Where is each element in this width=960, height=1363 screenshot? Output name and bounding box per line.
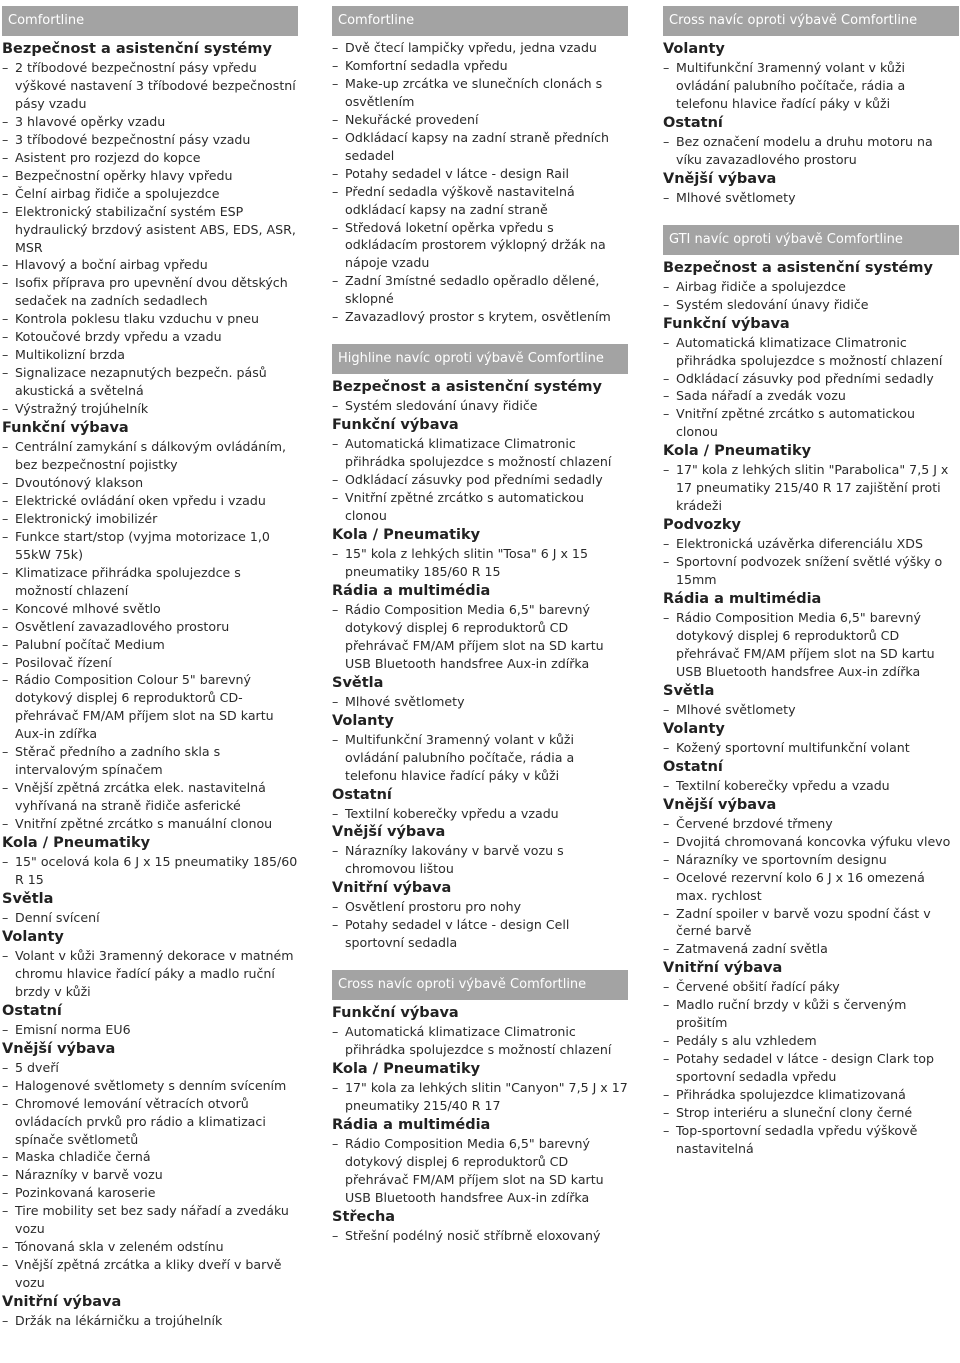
feature-list bbox=[332, 842, 628, 878]
feature-item: – Bez označení modelu a druhu motoru na víku zavazadlového prostoru bbox=[663, 133, 959, 169]
feature-list bbox=[663, 59, 959, 113]
feature-item: – Rádio Composition Media 6,5" barevný dotykový displej 6 reproduktorů CD přehrávač FM/AM příjem slot na SD kartu USB Bluetooth handsfree Aux-in zdířka bbox=[332, 1135, 628, 1207]
category-title: Světla bbox=[2, 890, 54, 907]
feature-list bbox=[332, 601, 628, 673]
category-group bbox=[2, 833, 298, 889]
category-title: Funkční výbava bbox=[332, 417, 459, 434]
trim-section bbox=[332, 970, 628, 1245]
category-title: Kola / Pneumatiky bbox=[332, 526, 481, 543]
feature-item: – 3 hlavové opěrky vzadu bbox=[2, 113, 298, 131]
feature-item: – Klimatizace přihrádka spolujezdce s možností chlazení bbox=[2, 564, 298, 600]
feature-item: – Čelní airbag řidiče a spolujezdce bbox=[2, 185, 298, 203]
feature-item: – Stěrač předního a zadního skla s intervalovým spínačem bbox=[2, 743, 298, 779]
category-title: Ostatní bbox=[332, 786, 392, 803]
feature-list bbox=[332, 1079, 628, 1115]
feature-item: – Textilní koberečky vpředu a vzadu bbox=[332, 805, 628, 823]
trim-section bbox=[663, 225, 959, 1158]
category-title: Bezpečnost a asistenční systémy bbox=[663, 259, 933, 276]
feature-item: – Automatická klimatizace Climatronic přihrádka spolujezdce s možností chlazení bbox=[332, 435, 628, 471]
category-title: Volanty bbox=[2, 928, 64, 945]
section-header: Comfortline bbox=[332, 6, 628, 36]
category-group bbox=[2, 1039, 298, 1292]
category-group bbox=[332, 878, 628, 952]
category-group bbox=[663, 515, 959, 589]
category-title: Bezpečnost a asistenční systémy bbox=[332, 379, 602, 396]
feature-item: – Emisní norma EU6 bbox=[2, 1021, 298, 1039]
category-group bbox=[663, 258, 959, 314]
category-group bbox=[332, 415, 628, 525]
feature-item: – Zavazadlový prostor s krytem, osvětlením bbox=[332, 308, 628, 326]
feature-item: – 5 dveří bbox=[2, 1059, 298, 1077]
category-title: Vnější výbava bbox=[663, 170, 777, 187]
column-3 bbox=[663, 6, 959, 1158]
feature-item: – Elektrické ovládání oken vpředu i vzadu bbox=[2, 492, 298, 510]
feature-list bbox=[332, 435, 628, 525]
feature-item: – 15" kola z lehkých slitin "Tosa" 6 J x 15 pneumatiky 185/60 R 15 bbox=[332, 545, 628, 581]
feature-item: – Dvě čtecí lampičky vpředu, jedna vzadu bbox=[332, 39, 628, 57]
feature-item: – Tónovaná skla v zeleném odstínu bbox=[2, 1238, 298, 1256]
category-group bbox=[2, 927, 298, 1001]
category-title: Kola / Pneumatiky bbox=[2, 835, 151, 852]
category-group bbox=[332, 525, 628, 581]
category-group bbox=[663, 39, 959, 113]
category-title: Světla bbox=[332, 674, 384, 691]
feature-item: – Potahy sedadel v látce - design Cell sportovní sedadla bbox=[332, 916, 628, 952]
feature-item: – 15" ocelová kola 6 J x 15 pneumatiky 185/60 R 15 bbox=[2, 853, 298, 889]
category-title: Vnější výbava bbox=[663, 796, 777, 813]
category-group bbox=[663, 113, 959, 169]
category-group bbox=[332, 581, 628, 673]
feature-list bbox=[332, 1227, 628, 1245]
feature-list bbox=[2, 947, 298, 1001]
feature-item: – Osvětlení zavazadlového prostoru bbox=[2, 618, 298, 636]
category-group bbox=[332, 711, 628, 785]
feature-item: – Asistent pro rozjezd do kopce bbox=[2, 149, 298, 167]
feature-item: – Dvoutónový klakson bbox=[2, 474, 298, 492]
feature-list bbox=[2, 1312, 298, 1330]
feature-item: – Zadní spoiler v barvě vozu spodní část v černé barvě bbox=[663, 905, 959, 941]
feature-item: – Vnější zpětná zrcátka a kliky dveří v barvě vozu bbox=[2, 1256, 298, 1292]
feature-item: – Textilní koberečky vpředu a vzadu bbox=[663, 777, 959, 795]
feature-item: – Střešní podélný nosič stříbrně eloxovaný bbox=[332, 1227, 628, 1245]
feature-list bbox=[2, 1059, 298, 1292]
category-title: Světla bbox=[663, 682, 715, 699]
category-group bbox=[2, 1292, 298, 1330]
category-title: Vnější výbava bbox=[332, 824, 446, 841]
section-header: Highline navíc oproti výbavě Comfortline bbox=[332, 344, 628, 374]
feature-list bbox=[2, 438, 298, 833]
feature-item: – Palubní počítač Medium bbox=[2, 636, 298, 654]
feature-item: – Středová loketní opěrka vpředu s odkládacím prostorem výklopný držák na nápoje vzadu bbox=[332, 219, 628, 273]
category-title: Vnější výbava bbox=[2, 1040, 116, 1057]
feature-list bbox=[332, 693, 628, 711]
feature-list bbox=[663, 978, 959, 1158]
category-group bbox=[663, 795, 959, 959]
trim-section bbox=[332, 6, 628, 326]
category-group bbox=[332, 673, 628, 711]
feature-item: – Automatická klimatizace Climatronic přihrádka spolujezdce s možností chlazení bbox=[332, 1023, 628, 1059]
feature-item: – Komfortní sedadla vpředu bbox=[332, 57, 628, 75]
category-title: Rádia a multimédia bbox=[663, 591, 822, 608]
feature-item: – Rádio Composition Colour 5" barevný dotykový displej 6 reproduktorů CD-přehrávač FM/AM příjem slot na SD kartu Aux-in zdířka bbox=[2, 671, 298, 743]
feature-list bbox=[663, 278, 959, 314]
category-group bbox=[2, 889, 298, 927]
category-title: Volanty bbox=[663, 720, 725, 737]
feature-list bbox=[663, 815, 959, 959]
feature-item: – Červené obšití řadící páky bbox=[663, 978, 959, 996]
feature-list bbox=[2, 1021, 298, 1039]
feature-list bbox=[332, 545, 628, 581]
feature-item: – Ocelové rezervní kolo 6 J x 16 omezená max. rychlost bbox=[663, 869, 959, 905]
feature-item: – Signalizace nezapnutých bezpečn. pásů akustická a světelná bbox=[2, 364, 298, 400]
feature-item: – Chromové lemování větracích otvorů ovládacích prvků pro rádio a klimatizaci spínače světlometů bbox=[2, 1095, 298, 1149]
category-title: Ostatní bbox=[663, 758, 723, 775]
category-group bbox=[2, 1001, 298, 1039]
feature-list bbox=[663, 535, 959, 589]
category-title: Funkční výbava bbox=[332, 1005, 459, 1022]
category-title: Ostatní bbox=[2, 1002, 62, 1019]
feature-item: – Sportovní podvozek snížení světlé výšky o 15mm bbox=[663, 553, 959, 589]
category-group bbox=[332, 822, 628, 878]
feature-item: – Airbag řidiče a spolujezdce bbox=[663, 278, 959, 296]
feature-item: – Mlhové světlomety bbox=[663, 701, 959, 719]
feature-list bbox=[332, 898, 628, 952]
category-title: Volanty bbox=[663, 41, 725, 57]
category-group bbox=[332, 1115, 628, 1207]
feature-list bbox=[332, 805, 628, 823]
category-title: Volanty bbox=[332, 712, 394, 729]
feature-item: – Tire mobility set bez sady nářadí a zvedáku vozu bbox=[2, 1202, 298, 1238]
feature-item: – Sada nářadí a zvedák vozu bbox=[663, 387, 959, 405]
column-1 bbox=[2, 6, 298, 1330]
trim-section bbox=[2, 6, 298, 1330]
category-group bbox=[663, 314, 959, 442]
feature-list bbox=[2, 853, 298, 889]
feature-item: – Držák na lékárničku a trojúhelník bbox=[2, 1312, 298, 1330]
category-group bbox=[663, 757, 959, 795]
feature-item: – Funkce start/stop (vyjma motorizace 1,0 55kW 75k) bbox=[2, 528, 298, 564]
feature-list bbox=[2, 59, 298, 418]
feature-item: – Kožený sportovní multifunkční volant bbox=[663, 739, 959, 757]
category-title: Rádia a multimédia bbox=[332, 1117, 491, 1134]
feature-item: – Koncové mlhové světlo bbox=[2, 600, 298, 618]
category-title: Podvozky bbox=[663, 517, 741, 534]
feature-list bbox=[663, 133, 959, 169]
feature-list bbox=[332, 397, 628, 415]
feature-item: – Přihrádka spolujezdce klimatizovaná bbox=[663, 1086, 959, 1104]
feature-item: – Červené brzdové třmeny bbox=[663, 815, 959, 833]
trim-section bbox=[332, 344, 628, 952]
category-title: Vnitřní výbava bbox=[332, 880, 452, 897]
feature-item: – Hlavový a boční airbag vpředu bbox=[2, 256, 298, 274]
category-group bbox=[332, 1059, 628, 1115]
feature-item: – Potahy sedadel v látce - design Clark top sportovní sedadla vpředu bbox=[663, 1050, 959, 1086]
feature-item: – Elektronická uzávěrka diferenciálu XDS bbox=[663, 535, 959, 553]
category-group bbox=[332, 1207, 628, 1245]
feature-item: – 17" kola z lehkých slitin "Parabolica" 7,5 J x 17 pneumatiky 215/40 R 17 zajištění proti krádeži bbox=[663, 461, 959, 515]
feature-item: – Centrální zamykání s dálkovým ovládáním, bez bezpečnostní pojistky bbox=[2, 438, 298, 474]
feature-item: – Potahy sedadel v látce - design Rail bbox=[332, 165, 628, 183]
feature-list bbox=[663, 701, 959, 719]
category-group bbox=[663, 958, 959, 1158]
feature-item: – Multifunkční 3ramenný volant v kůži ovládání palubního počítače, rádia a telefonu hlavice řadící páky v kůži bbox=[332, 731, 628, 785]
feature-item: – Nárazníky v barvě vozu bbox=[2, 1166, 298, 1184]
feature-item: – 17" kola za lehkých slitin "Canyon" 7,5 J x 17 pneumatiky 215/40 R 17 bbox=[332, 1079, 628, 1115]
feature-item: – Volant v kůži 3ramenný dekorace v matném chromu hlavice řadící páky a madlo ruční brzdy v kůži bbox=[2, 947, 298, 1001]
category-title: Vnitřní výbava bbox=[663, 960, 783, 977]
feature-item: – Nekuřácké provedení bbox=[332, 111, 628, 129]
feature-list bbox=[332, 39, 628, 326]
feature-item: – Nárazníky ve sportovním designu bbox=[663, 851, 959, 869]
feature-item: – Denní svícení bbox=[2, 909, 298, 927]
feature-item: – Kontrola poklesu tlaku vzduchu v pneu bbox=[2, 310, 298, 328]
feature-item: – Halogenové světlomety s denním svícením bbox=[2, 1077, 298, 1095]
feature-item: – Systém sledování únavy řidiče bbox=[663, 296, 959, 314]
feature-item: – Madlo ruční brzdy v kůži s červeným prošitím bbox=[663, 996, 959, 1032]
feature-item: – Kotoučové brzdy vpředu a vzadu bbox=[2, 328, 298, 346]
feature-list bbox=[332, 731, 628, 785]
feature-list bbox=[663, 461, 959, 515]
feature-item: – Strop interiéru a sluneční clony černé bbox=[663, 1104, 959, 1122]
feature-item: – Mlhové světlomety bbox=[663, 189, 959, 207]
feature-item: – Odkládací zásuvky pod předními sedadly bbox=[663, 370, 959, 388]
feature-item: – 3 tříbodové bezpečnostní pásy vzadu bbox=[2, 131, 298, 149]
feature-item: – Automatická klimatizace Climatronic přihrádka spolujezdce s možností chlazení bbox=[663, 334, 959, 370]
feature-item: – Mlhové světlomety bbox=[332, 693, 628, 711]
category-title: Kola / Pneumatiky bbox=[663, 443, 812, 460]
feature-item: – Isofix příprava pro upevnění dvou dětských sedaček na zadních sedadlech bbox=[2, 274, 298, 310]
category-group bbox=[332, 785, 628, 823]
feature-item: – Top-sportovní sedadla vpředu výškově nastavitelná bbox=[663, 1122, 959, 1158]
category-group bbox=[663, 719, 959, 757]
feature-item: – Vnitřní zpětné zrcátko s manuální clonou bbox=[2, 815, 298, 833]
feature-item: – Vnitřní zpětné zrcátko s automatickou clonou bbox=[332, 489, 628, 525]
feature-item: – Elektronický imobilizér bbox=[2, 510, 298, 528]
feature-item: – Elektronický stabilizační systém ESP hydraulický brzdový asistent ABS, EDS, ASR, MSR bbox=[2, 203, 298, 257]
feature-list bbox=[332, 1135, 628, 1207]
feature-list bbox=[663, 334, 959, 442]
column-2 bbox=[332, 6, 628, 1245]
category-group bbox=[663, 441, 959, 515]
category-title: Rádia a multimédia bbox=[332, 582, 491, 599]
feature-item: – Odkládací kapsy na zadní straně předních sedadel bbox=[332, 129, 628, 165]
feature-item: – Multifunkční 3ramenný volant v kůži ovládání palubního počítače, rádia a telefonu hlavice řadící páky v kůži bbox=[663, 59, 959, 113]
feature-item: – Zadní 3místné sedadlo opěradlo dělené, sklopné bbox=[332, 272, 628, 308]
category-group bbox=[2, 39, 298, 418]
trim-section bbox=[663, 6, 959, 207]
category-title: Funkční výbava bbox=[663, 315, 790, 332]
feature-item: – Vnější zpětná zrcátka elek. nastavitelná vyhřívaná na straně řidiče asferické bbox=[2, 779, 298, 815]
category-title: Ostatní bbox=[663, 114, 723, 131]
category-title: Vnitřní výbava bbox=[2, 1294, 122, 1311]
feature-item: – Systém sledování únavy řidiče bbox=[332, 397, 628, 415]
feature-list bbox=[663, 189, 959, 207]
feature-item: – Nárazníky lakovány v barvě vozu s chromovou lištou bbox=[332, 842, 628, 878]
category-title: Funkční výbava bbox=[2, 420, 129, 437]
feature-item: – Maska chladiče černá bbox=[2, 1148, 298, 1166]
category-group bbox=[663, 681, 959, 719]
feature-item: – Make-up zrcátka ve slunečních clonách s osvětlením bbox=[332, 75, 628, 111]
category-title: Bezpečnost a asistenční systémy bbox=[2, 41, 272, 57]
feature-item: – Bezpečnostní opěrky hlavy vpředu bbox=[2, 167, 298, 185]
category-group bbox=[663, 589, 959, 681]
feature-list bbox=[663, 739, 959, 757]
category-title: Kola / Pneumatiky bbox=[332, 1061, 481, 1078]
feature-list bbox=[2, 909, 298, 927]
feature-item: – Pozinkovaná karoserie bbox=[2, 1184, 298, 1202]
section-header: GTI navíc oproti výbavě Comfortline bbox=[663, 225, 959, 255]
category-title: Střecha bbox=[332, 1208, 396, 1225]
section-header: Comfortline bbox=[2, 6, 298, 36]
feature-item: – Dvojitá chromovaná koncovka výfuku vlevo bbox=[663, 833, 959, 851]
feature-item: – Odkládací zásuvky pod předními sedadly bbox=[332, 471, 628, 489]
section-header: Cross navíc oproti výbavě Comfortline bbox=[332, 970, 628, 1000]
feature-item: – Osvětlení prostoru pro nohy bbox=[332, 898, 628, 916]
feature-list bbox=[663, 777, 959, 795]
category-group bbox=[332, 377, 628, 415]
category-group bbox=[332, 39, 628, 326]
category-group bbox=[2, 418, 298, 833]
feature-list bbox=[332, 1023, 628, 1059]
category-group bbox=[663, 169, 959, 207]
feature-item: – Multikolizní brzda bbox=[2, 346, 298, 364]
section-header: Cross navíc oproti výbavě Comfortline bbox=[663, 6, 959, 36]
feature-item: – Výstražný trojúhelník bbox=[2, 400, 298, 418]
feature-item: – Zatmavená zadní světla bbox=[663, 940, 959, 958]
feature-item: – Vnitřní zpětné zrcátko s automatickou clonou bbox=[663, 405, 959, 441]
feature-item: – Posilovač řízení bbox=[2, 654, 298, 672]
feature-item: – Pedály s alu vzhledem bbox=[663, 1032, 959, 1050]
feature-item: – 2 tříbodové bezpečnostní pásy vpředu výškové nastavení 3 tříbodové bezpečnostní pásy vzadu bbox=[2, 59, 298, 113]
category-group bbox=[332, 1003, 628, 1059]
feature-item: – Přední sedadla výškově nastavitelná odkládací kapsy na zadní straně bbox=[332, 183, 628, 219]
feature-list bbox=[663, 609, 959, 681]
feature-item: – Rádio Composition Media 6,5" barevný dotykový displej 6 reproduktorů CD přehrávač FM/AM příjem slot na SD kartu USB Bluetooth handsfree Aux-in zdířka bbox=[332, 601, 628, 673]
feature-item: – Rádio Composition Media 6,5" barevný dotykový displej 6 reproduktorů CD přehrávač FM/AM příjem slot na SD kartu USB Bluetooth handsfree Aux-in zdířka bbox=[663, 609, 959, 681]
